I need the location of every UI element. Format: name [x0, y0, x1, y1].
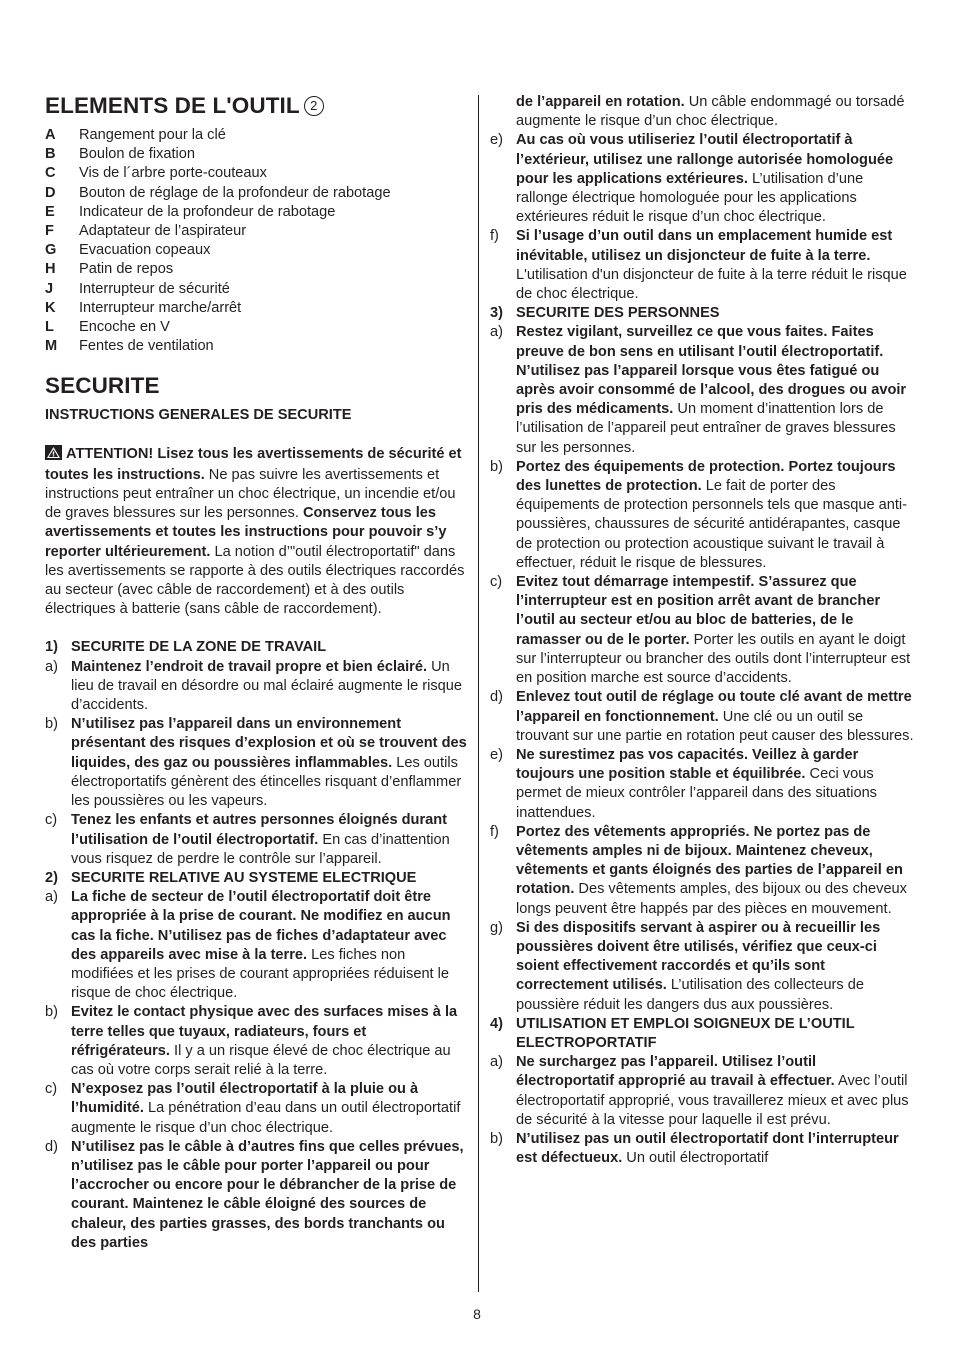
list-item: e) Ne surestimez pas vos capacités. Veillez à garder toujours une position stable et équilibrée. Ceci vous permet de mieux contrôler l’appareil dans des situations inattendues.	[490, 746, 877, 821]
section-heading: 3) SECURITE DES PERSONNES	[490, 305, 720, 322]
figure-reference: 2	[304, 96, 324, 116]
part-item: B Boulon de fixation	[45, 146, 196, 163]
general-instructions-heading: INSTRUCTIONS GENERALES DE SECURITE	[45, 407, 352, 424]
list-item: f) Portez des vêtements appropriés. Ne portez pas de vêtements amples ni de bijoux. Maintenez cheveux, vêtements et gants éloignés des parties de l’appareil en rotation. Des vêtements amples, des bijoux ou des cheveux longs peuvent être happés par des pièces en mouvement.	[490, 823, 907, 917]
list-item: a) Maintenez l’endroit de travail propre et bien éclairé. Un lieu de travail en désordre ou mal éclairé augmente le risque d’accidents.	[45, 658, 463, 714]
left-column	[45, 92, 467, 1253]
part-item: F Adaptateur de l’aspirateur	[45, 223, 247, 240]
list-item: c) Tenez les enfants et autres personnes éloignés durant l’utilisation de l’outil électroportatif. En cas d’inattention vous risquez de perdre le contrôle sur l’appareil.	[45, 812, 450, 867]
part-item: M Fentes de ventilation	[45, 338, 214, 355]
item-d-bold-left: N’utilisez pas le câble à d’autres fins que celles prévues, n’utilisez pas le câble pour porter l’appareil ou pour l’accrocher ou encore pour le débrancher de la prise de courant. Maintenez le câble éloigné des sources de chaleur, des parties grasses, des bords tranchants ou des parties	[71, 1138, 464, 1251]
list-item: b) N’utilisez pas l’appareil dans un environnement présentant des risques d’explosion et où se trouvent des liquides, des gaz ou poussières inflammables. Les outils électroportatifs génèrent des étincelles risquant d’enflammer les poussières ou les vapeurs.	[45, 716, 467, 810]
list-item: d) Enlevez tout outil de réglage ou toute clé avant de mettre l’appareil en fonctionnement. Une clé ou un outil se trouvant sur une partie en rotation peut causer des blessures.	[490, 689, 914, 744]
part-item: G Evacuation copeaux	[45, 242, 211, 259]
warning-paragraph: ATTENTION! Lisez tous les avertissements de sécurité et toutes les instructions. Ne pas suivre les avertissements et instructions peut entraîner un choc électrique, un incendie et/ou de graves blessures sur les personnes. Conservez tous les avertissements et toutes les instructions pour pouvoir s’y reporter ultérieurement. La notion d’"outil électroportatif" dans les avertissements se rapporte à des outils électriques raccordés au secteur (avec câble de raccordement) et à des outils électriques à batterie (sans câble de raccordement).	[45, 445, 465, 618]
section-heading: 2) SECURITE RELATIVE AU SYSTEME ELECTRIQUE	[45, 869, 417, 886]
parts-list	[45, 126, 467, 356]
list-item: c) Evitez tout démarrage intempestif. S’assurez que l’interrupteur est en position arrêt avant de brancher l’outil au secteur et/ou au bloc de batteries, de le ramasser ou de le porter. Porter les outils en ayant le doigt sur l’interrupteur ou brancher des outils dont l’interrupteur est en position marche est source d’accidents.	[490, 574, 911, 687]
elements-title: ELEMENTS DE L'OUTIL 2	[45, 92, 467, 120]
list-item: f) Si l’usage d’un outil dans un emplacement humide est inévitable, utilisez un disjoncteur de fuite à la terre. L'utilisation d'un disjoncteur de fuite à la terre réduit le risque de choc électrique.	[490, 228, 907, 303]
part-item: A Rangement pour la clé	[45, 127, 226, 143]
part-item: K Interrupteur marche/arrêt	[45, 299, 242, 316]
list-item: a) La fiche de secteur de l’outil électroportatif doit être appropriée à la prise de courant. Ne modifiez en aucun cas la fiche. N’utilisez pas de fiches d’adaptateur avec des appareils avec mise à la terre. Les fiches non modifiées et les prises de courant appropriées réduisent le risque de choc électrique.	[45, 889, 451, 1002]
section-heading: 4) UTILISATION ET EMPLOI SOIGNEUX DE L’OUTIL ELECTROPORTATIF	[490, 1015, 855, 1051]
part-item: D Bouton de réglage de la profondeur de rabotage	[45, 184, 391, 201]
list-item: b) Portez des équipements de protection. Portez toujours des lunettes de protection. Le fait de porter des équipements de protection personnels tels que masque anti-poussières, chaussures de sécurité antidérapantes, casque de protection ou protection acoustique suivant le travail à effectuer, réduit le risque de blessures.	[490, 458, 908, 571]
list-item: e) Au cas où vous utiliseriez l’outil électroportatif à l’extérieur, utilisez une rallonge autorisée homologuée pour les applications extérieures. L’utilisation d’une rallonge électrique homologuée pour les applications extérieures réduit le risque d’un choc électrique.	[490, 132, 894, 226]
list-item: a) Ne surchargez pas l’appareil. Utilisez l’outil électroportatif approprié au travail à effectuer. Avec l’outil électroportatif approprié, vous travaillerez mieux et avec plus de sécurité à la vitesse pour laquelle il est prévu.	[490, 1054, 909, 1128]
part-item: J Interrupteur de sécurité	[45, 280, 230, 297]
list-item: a) Restez vigilant, surveillez ce que vous faites. Faites preuve de bon sens en utilisant l’outil électroportatif. N’utilisez pas l’appareil lorsque vous êtes fatigué ou après avoir consommé de l’alcool, des drogues ou avoir pris des médicaments. Un moment d’inattention lors de l’utilisation de l’appareil peut entraîner de graves blessures sur les personnes.	[490, 324, 907, 456]
list-item: c) N’exposez pas l’outil électroportatif à la pluie ou à l’humidité. La pénétration d’eau dans un outil électroportatif augmente le risque d’un choc électrique.	[45, 1081, 461, 1136]
list-item: d) N’utilisez pas le câble à d’autres fins que celles prévues, n’utilisez pas le câble pour porter l’appareil ou pour l’accrocher ou encore pour le débrancher de la prise de courant. Maintenez le câble éloigné des sources de chaleur, des parties grasses, des bords tranchants ou des parties	[45, 1138, 464, 1251]
part-item: H Patin de repos	[45, 261, 174, 278]
right-column	[490, 93, 914, 1168]
list-item: g) Si des dispositifs servant à aspirer ou à recueillir les poussières doivent être utilisés, vérifiez que ceux-ci soient effectivement raccordés et qu’ils sont correctement utilisés. L’utilisation des collecteurs de poussière réduit les dangers dus aux poussières.	[490, 919, 881, 1013]
list-item: b) N’utilisez pas un outil électroportatif dont l’interrupteur est défectueux. Un outil électroportatif	[490, 1130, 899, 1167]
list-item-continuation: de l’appareil en rotation. Un câble endommagé ou torsadé augmente le risque d’un choc électrique.	[516, 94, 905, 130]
part-item: L Encoche en V	[45, 319, 170, 336]
page-number: 8	[473, 1306, 481, 1322]
part-item: E Indicateur de la profondeur de rabotage	[45, 203, 336, 220]
list-item: b) Evitez le contact physique avec des surfaces mises à la terre telles que tuyaux, radiateurs, fours et réfrigérateurs. Il y a un risque élevé de choc électrique au cas où votre corps serait relié à la terre.	[45, 1004, 458, 1078]
column-divider	[478, 95, 479, 1292]
section-heading: 1) SECURITE DE LA ZONE DE TRAVAIL	[45, 639, 327, 656]
part-item: C Vis de l´arbre porte-couteaux	[45, 165, 267, 182]
warning-triangle-icon	[45, 445, 62, 466]
securite-title: SECURITE	[45, 373, 160, 399]
